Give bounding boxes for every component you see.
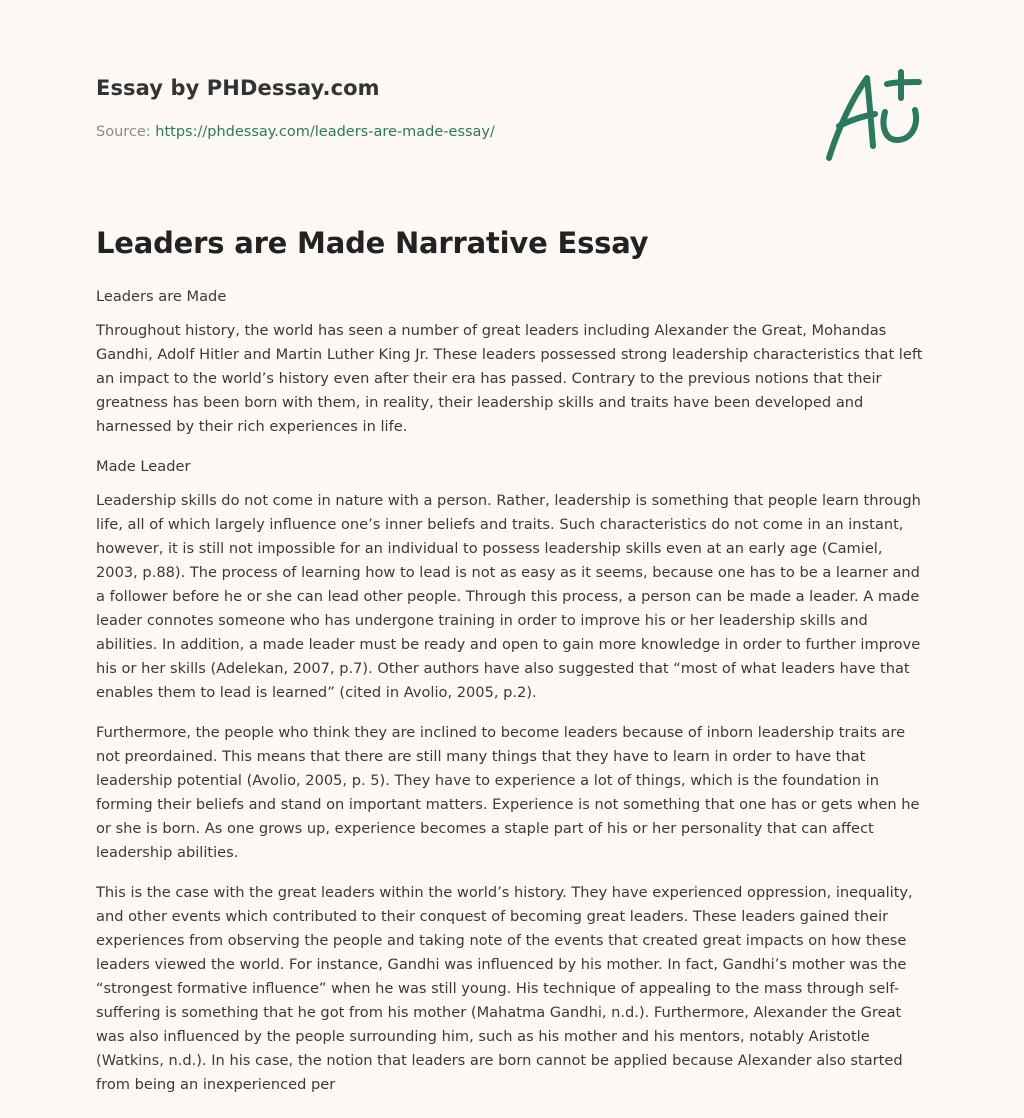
essay-body <box>96 285 926 1113</box>
essay-paragraph: Throughout history, the world has seen a number of great leaders including Alexander the Great, Mohandas Gandhi, Adolf Hitler and Martin Luther King Jr. These leaders possessed strong leadership characteristics that left an impact to the world’s history even after their era has passed. Contrary to the previous notions that their greatness has been born with them, in reality, their leadership skills and traits have been developed and harnessed by their rich experiences in life. <box>96 322 923 435</box>
source-link[interactable]: https://phdessay.com/leaders-are-made-essay/ <box>155 124 495 140</box>
site-brand: Essay by PHDessay.com <box>96 76 380 100</box>
source-label: Source: <box>96 124 156 140</box>
essay-paragraph: Leadership skills do not come in nature with a person. Rather, leadership is something that people learn through life, all of which largely influence one’s inner beliefs and traits. Such characteristics do not come in an instant, however, it is still not impossible for an individual to possess leadership skills even at an early age (Camiel, 2003, p.88). The process of learning how to lead is not as easy as it seems, because one has to be a learner and a follower before he or she can lead other people. Through this process, a person can be made a leader. A made leader connotes someone who has undergone training in order to improve his or her leadership skills and abilities. In addition, a made leader must be ready and open to gain more knowledge in order to further improve his or her skills (Adelekan, 2007, p.7). Other authors have also suggested that “most of what leaders have that enables them to lead is learned” (cited in Avolio, 2005, p.2). <box>96 492 921 701</box>
essay-subheading: Made Leader <box>96 458 191 475</box>
source-line <box>96 124 495 140</box>
essay-paragraph: This is the case with the great leaders within the world’s history. They have experienced oppression, inequality, and other events which contributed to their conquest of becoming great leaders. These leaders gained their experiences from observing the people and taking note of the events that created great impacts on how these leaders viewed the world. For instance, Gandhi was influenced by his mother. In fact, Gandhi’s mother was the “strongest formative influence” when he was still young. His technique of appealing to the mass through self-suffering is something that he got from his mother (Mahatma Gandhi, n.d.). Furthermore, Alexander the Great was also influenced by the people surrounding him, such as his mother and his mentors, notably Aristotle (Watkins, n.d.). In his case, the notion that leaders are born cannot be applied because Alexander also started from being an inexperienced per <box>96 884 913 1093</box>
essay-subheading: Leaders are Made <box>96 288 227 305</box>
essay-paragraph: Furthermore, the people who think they are inclined to become leaders because of inborn leadership traits are not preordained. This means that there are still many things that they have to learn in order to have that leadership potential (Avolio, 2005, p. 5). They have to experience a lot of things, which is the foundation in forming their beliefs and stand on important matters. Experience is not something that one has or gets when he or she is born. As one grows up, experience becomes a staple part of his or her personality that can affect leadership abilities. <box>96 724 920 861</box>
essay-title: Leaders are Made Narrative Essay <box>96 226 649 260</box>
a-plus-logo-icon <box>823 66 927 166</box>
